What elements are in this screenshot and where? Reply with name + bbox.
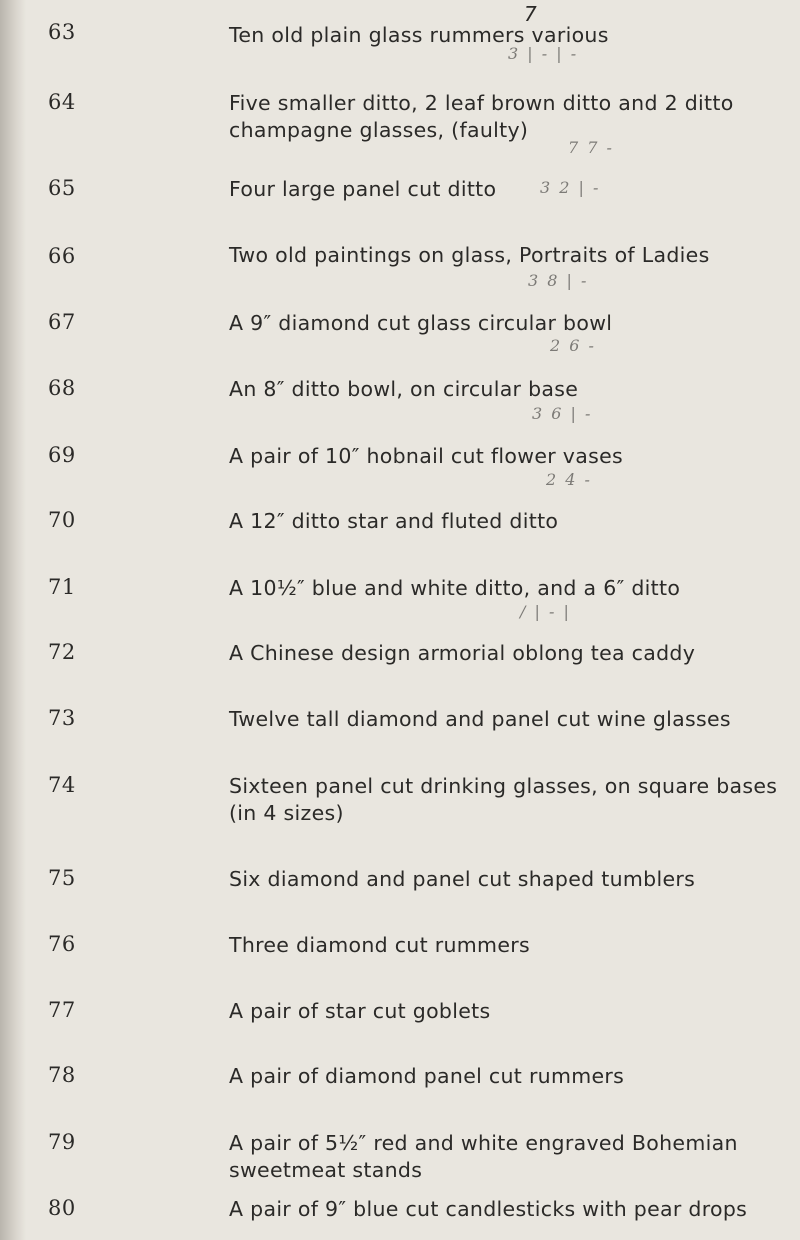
lot-description-text: A 10½″ blue and white ditto, and a 6″ ditto	[229, 576, 681, 600]
lot-description-text: Twelve tall diamond and panel cut wine glasses	[229, 707, 731, 731]
page-edge-shadow	[0, 0, 26, 1240]
pencil-price-annotation: 3 6 | -	[532, 404, 593, 423]
lot-description-text: Ten old plain glass rummers various	[229, 23, 609, 47]
lot-description-text: A pair of 5½″ red and white engraved Bohemian	[229, 1131, 738, 1155]
lot-description	[229, 1196, 789, 1223]
lot-number: 70	[48, 508, 76, 532]
lot-number: 64	[48, 90, 76, 114]
lot-description-text: Sixteen panel cut drinking glasses, on square bases	[229, 774, 778, 798]
lot-description	[229, 575, 789, 602]
lot-description	[229, 90, 789, 144]
lot-description	[229, 508, 789, 535]
lot-number: 78	[48, 1063, 76, 1087]
lot-description	[229, 866, 789, 893]
lot-number: 79	[48, 1130, 76, 1154]
lot-description	[229, 242, 789, 269]
lot-description-continuation: sweetmeat stands	[229, 1158, 423, 1182]
lot-number: 68	[48, 376, 76, 400]
lot-number: 66	[48, 244, 76, 268]
lot-number: 73	[48, 706, 76, 730]
lot-number: 67	[48, 310, 76, 334]
lot-description	[229, 932, 789, 959]
page-number: 7	[524, 2, 537, 26]
lot-number: 77	[48, 998, 76, 1022]
pencil-price-annotation: / | - |	[520, 602, 571, 621]
lot-description-text: An 8″ ditto bowl, on circular base	[229, 377, 579, 401]
lot-description	[229, 376, 789, 403]
lot-number: 74	[48, 773, 76, 797]
pencil-price-annotation: 2 6 -	[550, 336, 596, 355]
lot-description-text: A pair of 9″ blue cut candlesticks with pear drops	[229, 1197, 748, 1221]
lot-description-continuation: (in 4 sizes)	[229, 801, 344, 825]
pencil-price-annotation: 3 8 | -	[528, 271, 589, 290]
lot-number: 63	[48, 20, 76, 44]
lot-description	[229, 176, 789, 203]
lot-number: 71	[48, 575, 76, 599]
lot-description-text: A pair of star cut goblets	[229, 999, 491, 1023]
lot-description-text: A pair of 10″ hobnail cut flower vases	[229, 444, 623, 468]
lot-description-text: Three diamond cut rummers	[229, 933, 530, 957]
lot-description-text: Six diamond and panel cut shaped tumblers	[229, 867, 696, 891]
lot-description	[229, 640, 789, 667]
lot-description-text: Five smaller ditto, 2 leaf brown ditto and 2 ditto	[229, 91, 734, 115]
pencil-price-annotation: 3 | - | -	[508, 44, 579, 63]
lot-number: 69	[48, 443, 76, 467]
lot-number: 76	[48, 932, 76, 956]
lot-description-text: A pair of diamond panel cut rummers	[229, 1064, 625, 1088]
lot-number: 72	[48, 640, 76, 664]
lot-number: 65	[48, 176, 76, 200]
lot-description	[229, 310, 789, 337]
lot-description	[229, 773, 789, 827]
lot-description	[229, 443, 789, 470]
pencil-price-annotation: 7 7 -	[568, 138, 614, 157]
lot-description-text: A 9″ diamond cut glass circular bowl	[229, 311, 613, 335]
lot-description-text: A 12″ ditto star and fluted ditto	[229, 509, 559, 533]
lot-number: 80	[48, 1196, 76, 1220]
lot-description-text: Two old paintings on glass, Portraits of Ladies	[229, 243, 710, 267]
pencil-price-annotation: 2 4 -	[546, 470, 592, 489]
lot-description	[229, 998, 789, 1025]
lot-number: 75	[48, 866, 76, 890]
lot-description	[229, 1130, 789, 1184]
pencil-price-annotation: 3 2 | -	[540, 178, 601, 197]
lot-description-text: Four large panel cut ditto	[229, 177, 497, 201]
lot-description-continuation: champagne glasses, (faulty)	[229, 118, 529, 142]
lot-description	[229, 706, 789, 733]
lot-description-text: A Chinese design armorial oblong tea caddy	[229, 641, 696, 665]
lot-description	[229, 1063, 789, 1090]
